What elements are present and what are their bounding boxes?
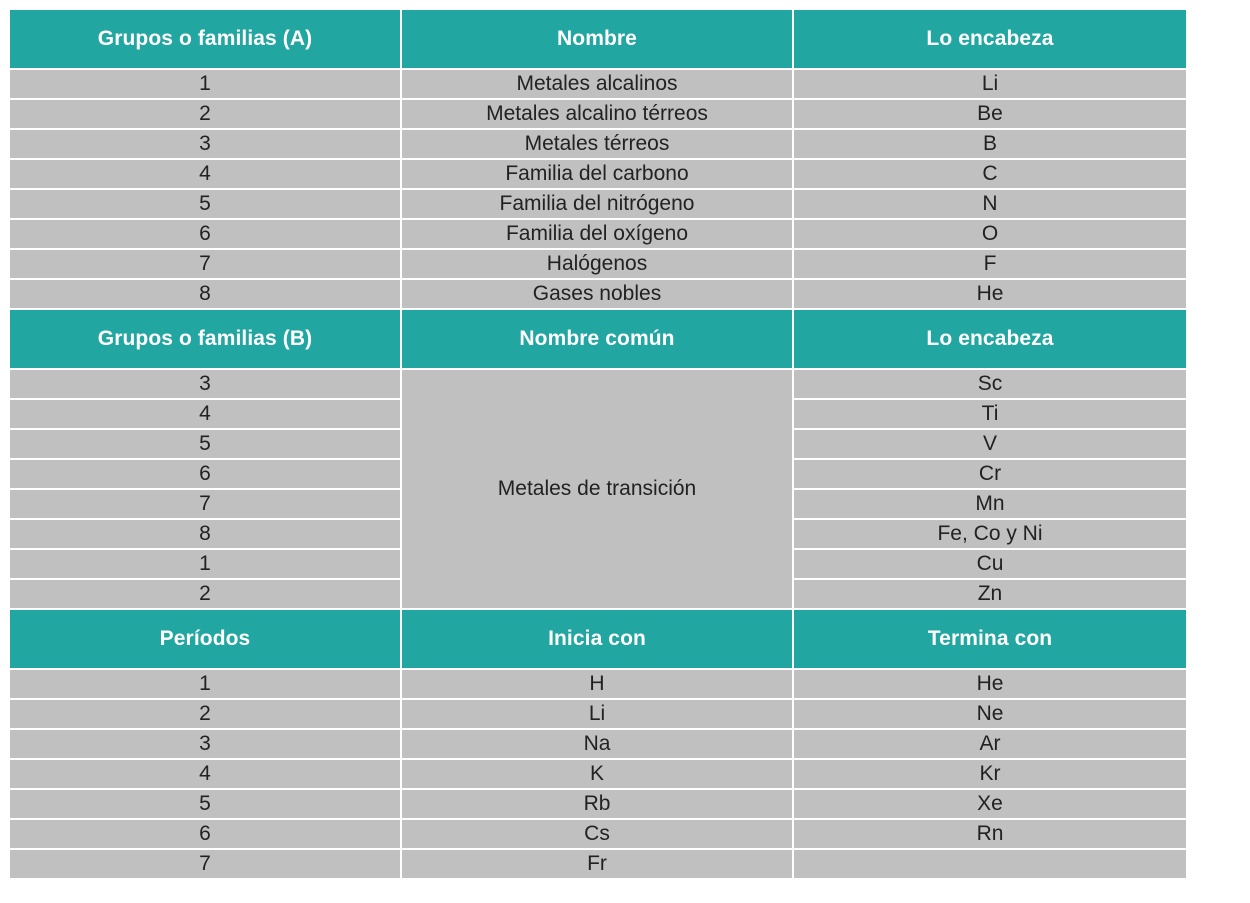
end-element-cell: He <box>793 669 1187 699</box>
start-element-cell: K <box>401 759 793 789</box>
group-number-cell: 2 <box>9 99 401 129</box>
table-row <box>9 129 1187 159</box>
family-name-cell: Halógenos <box>401 249 793 279</box>
header-cell-head-element: Lo encabeza <box>793 309 1187 369</box>
group-number-cell: 6 <box>9 459 401 489</box>
start-element-cell: H <box>401 669 793 699</box>
periodic-groups-table <box>8 8 1188 880</box>
group-number-cell: 2 <box>9 579 401 609</box>
period-number-cell: 3 <box>9 729 401 759</box>
table-row <box>9 669 1187 699</box>
element-cell: Fe, Co y Ni <box>793 519 1187 549</box>
section-a-header-row <box>9 9 1187 69</box>
period-number-cell: 1 <box>9 669 401 699</box>
header-cell-groups-b: Grupos o familias (B) <box>9 309 401 369</box>
common-name-merged-cell: Metales de transición <box>401 369 793 609</box>
group-number-cell: 6 <box>9 219 401 249</box>
end-element-cell: Xe <box>793 789 1187 819</box>
section-c-header-row <box>9 609 1187 669</box>
family-name-cell: Metales alcalinos <box>401 69 793 99</box>
family-name-cell: Familia del oxígeno <box>401 219 793 249</box>
family-name-cell: Gases nobles <box>401 279 793 309</box>
section-b-header-row <box>9 309 1187 369</box>
element-cell: N <box>793 189 1187 219</box>
element-cell: O <box>793 219 1187 249</box>
group-number-cell: 4 <box>9 399 401 429</box>
start-element-cell: Rb <box>401 789 793 819</box>
group-number-cell: 5 <box>9 189 401 219</box>
start-element-cell: Cs <box>401 819 793 849</box>
end-element-cell: Kr <box>793 759 1187 789</box>
group-number-cell: 3 <box>9 369 401 399</box>
element-cell: Sc <box>793 369 1187 399</box>
header-cell-head-element: Lo encabeza <box>793 9 1187 69</box>
family-name-cell: Familia del nitrógeno <box>401 189 793 219</box>
group-number-cell: 8 <box>9 279 401 309</box>
group-number-cell: 7 <box>9 249 401 279</box>
table-row <box>9 69 1187 99</box>
family-name-cell: Metales alcalino térreos <box>401 99 793 129</box>
table-row <box>9 819 1187 849</box>
period-number-cell: 5 <box>9 789 401 819</box>
header-cell-groups-a: Grupos o familias (A) <box>9 9 401 69</box>
table-row <box>9 189 1187 219</box>
end-element-cell: Rn <box>793 819 1187 849</box>
header-cell-name: Nombre <box>401 9 793 69</box>
period-number-cell: 6 <box>9 819 401 849</box>
start-element-cell: Na <box>401 729 793 759</box>
table-row <box>9 249 1187 279</box>
group-number-cell: 3 <box>9 129 401 159</box>
element-cell: F <box>793 249 1187 279</box>
element-cell: Mn <box>793 489 1187 519</box>
table-row <box>9 699 1187 729</box>
group-number-cell: 1 <box>9 69 401 99</box>
table-row <box>9 849 1187 879</box>
header-cell-starts-with: Inicia con <box>401 609 793 669</box>
element-cell: He <box>793 279 1187 309</box>
group-number-cell: 7 <box>9 489 401 519</box>
table-row <box>9 789 1187 819</box>
table-row <box>9 759 1187 789</box>
table-row <box>9 99 1187 129</box>
element-cell: B <box>793 129 1187 159</box>
end-element-cell: Ne <box>793 699 1187 729</box>
group-number-cell: 4 <box>9 159 401 189</box>
end-element-cell: Ar <box>793 729 1187 759</box>
element-cell: Be <box>793 99 1187 129</box>
element-cell: V <box>793 429 1187 459</box>
group-number-cell: 8 <box>9 519 401 549</box>
table-row <box>9 159 1187 189</box>
end-element-cell <box>793 849 1187 879</box>
header-cell-periods: Períodos <box>9 609 401 669</box>
family-name-cell: Familia del carbono <box>401 159 793 189</box>
period-number-cell: 4 <box>9 759 401 789</box>
element-cell: Li <box>793 69 1187 99</box>
header-cell-ends-with: Termina con <box>793 609 1187 669</box>
table-row <box>9 729 1187 759</box>
element-cell: Ti <box>793 399 1187 429</box>
element-cell: C <box>793 159 1187 189</box>
group-number-cell: 1 <box>9 549 401 579</box>
element-cell: Cu <box>793 549 1187 579</box>
group-number-cell: 5 <box>9 429 401 459</box>
element-cell: Cr <box>793 459 1187 489</box>
table-row <box>9 369 1187 399</box>
start-element-cell: Fr <box>401 849 793 879</box>
family-name-cell: Metales térreos <box>401 129 793 159</box>
table-row <box>9 279 1187 309</box>
header-cell-common-name: Nombre común <box>401 309 793 369</box>
element-cell: Zn <box>793 579 1187 609</box>
period-number-cell: 7 <box>9 849 401 879</box>
table-row <box>9 219 1187 249</box>
period-number-cell: 2 <box>9 699 401 729</box>
start-element-cell: Li <box>401 699 793 729</box>
